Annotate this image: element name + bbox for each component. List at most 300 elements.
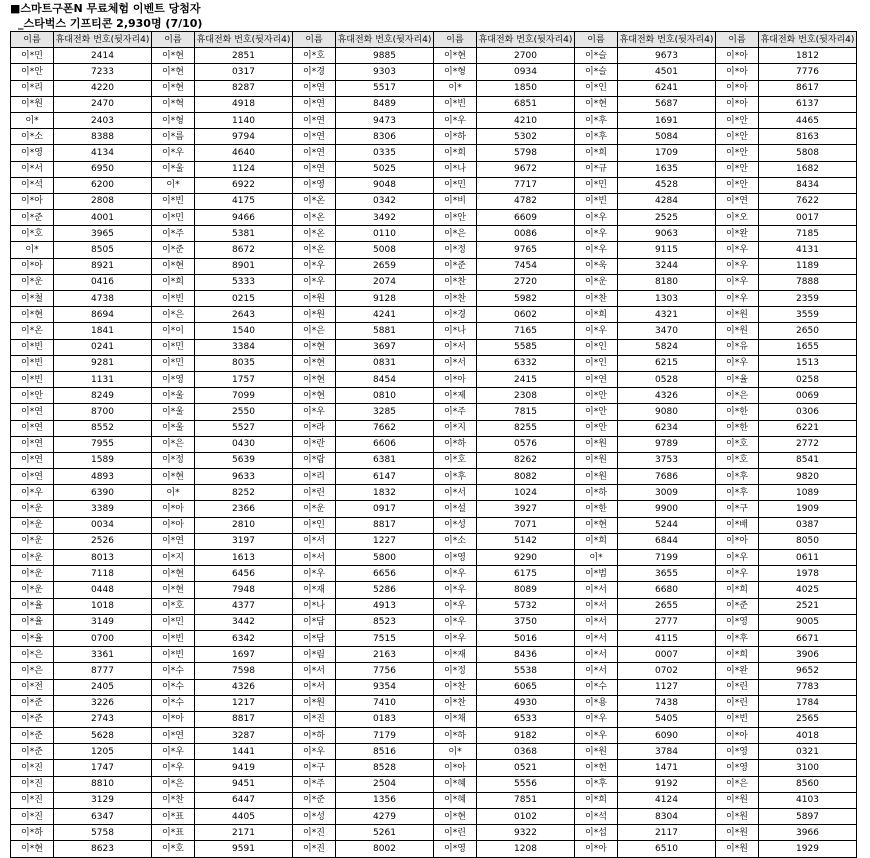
phone-cell: 3492 <box>336 210 434 226</box>
name-cell: 이*온 <box>293 242 336 258</box>
phone-cell: 0317 <box>195 64 293 80</box>
name-cell: 이*담 <box>293 630 336 646</box>
name-cell: 이*빈 <box>152 291 195 307</box>
phone-cell: 2504 <box>336 776 434 792</box>
name-cell: 이*운 <box>11 533 54 549</box>
name-cell: 이*빈 <box>11 339 54 355</box>
phone-cell: 5808 <box>759 145 857 161</box>
phone-cell: 1217 <box>195 695 293 711</box>
phone-cell: 7783 <box>759 679 857 695</box>
name-cell: 이*운 <box>11 274 54 290</box>
header-name: 이름 <box>575 32 618 48</box>
phone-cell: 3226 <box>54 695 152 711</box>
table-row <box>11 210 857 226</box>
name-cell: 이*이 <box>152 323 195 339</box>
phone-cell: 5025 <box>336 161 434 177</box>
phone-cell: 0034 <box>54 517 152 533</box>
name-cell: 이*리 <box>293 469 336 485</box>
phone-cell: 9820 <box>759 469 857 485</box>
name-cell: 이*하 <box>434 436 477 452</box>
phone-cell: 8287 <box>195 80 293 96</box>
phone-cell: 4115 <box>618 630 716 646</box>
phone-cell: 8180 <box>618 274 716 290</box>
phone-cell: 4025 <box>759 582 857 598</box>
phone-cell: 9182 <box>477 728 575 744</box>
name-cell: 이*정 <box>152 452 195 468</box>
name-cell: 이*원 <box>293 291 336 307</box>
name-cell: 이*현 <box>293 339 336 355</box>
phone-cell: 0368 <box>477 744 575 760</box>
name-cell: 이*욱 <box>575 258 618 274</box>
name-cell: 이*우 <box>575 226 618 242</box>
phone-cell: 4377 <box>195 598 293 614</box>
phone-cell: 8489 <box>336 96 434 112</box>
table-row <box>11 744 857 760</box>
phone-cell: 1124 <box>195 161 293 177</box>
phone-cell: 8082 <box>477 469 575 485</box>
name-cell: 이*호 <box>716 436 759 452</box>
header-phone: 휴대전화 번호(뒷자리4) <box>54 32 152 48</box>
name-cell: 이*제 <box>434 388 477 404</box>
phone-cell: 5244 <box>618 517 716 533</box>
phone-cell: 9652 <box>759 663 857 679</box>
phone-cell: 0241 <box>54 339 152 355</box>
phone-cell: 5881 <box>336 323 434 339</box>
name-cell: 이*희 <box>575 307 618 323</box>
phone-cell: 4124 <box>618 792 716 808</box>
phone-cell: 4321 <box>618 307 716 323</box>
table-row <box>11 469 857 485</box>
name-cell: 이*표 <box>152 809 195 825</box>
name-cell: 이*인 <box>575 355 618 371</box>
name-cell: 이*란 <box>293 436 336 452</box>
phone-cell: 3442 <box>195 614 293 630</box>
name-cell: 이*호 <box>293 48 336 64</box>
name-cell: 이*아 <box>152 501 195 517</box>
name-cell: 이*아 <box>716 533 759 549</box>
table-row <box>11 566 857 582</box>
phone-cell: 7165 <box>477 323 575 339</box>
name-cell: 이*안 <box>575 388 618 404</box>
name-cell: 이*연 <box>152 533 195 549</box>
table-row <box>11 630 857 646</box>
phone-cell: 6332 <box>477 355 575 371</box>
phone-cell: 4210 <box>477 112 575 128</box>
name-cell: 이*안 <box>575 420 618 436</box>
phone-cell: 8901 <box>195 258 293 274</box>
table-row <box>11 695 857 711</box>
name-cell: 이*호 <box>716 452 759 468</box>
name-cell: 이*빈 <box>434 96 477 112</box>
phone-cell: 3361 <box>54 647 152 663</box>
name-cell: 이*후 <box>716 485 759 501</box>
phone-cell: 1089 <box>759 485 857 501</box>
name-cell: 이*현 <box>11 841 54 857</box>
name-cell: 이*울 <box>152 404 195 420</box>
name-cell: 이*우 <box>293 258 336 274</box>
phone-cell: 4131 <box>759 242 857 258</box>
phone-cell: 2650 <box>759 323 857 339</box>
name-cell: 이*나 <box>293 598 336 614</box>
name-cell: 이*민 <box>152 339 195 355</box>
table-row <box>11 291 857 307</box>
phone-cell: 1613 <box>195 550 293 566</box>
name-cell: 이*재 <box>293 582 336 598</box>
name-cell: 이*준 <box>11 210 54 226</box>
phone-cell: 0448 <box>54 582 152 598</box>
phone-cell: 8817 <box>195 711 293 727</box>
phone-cell: 1635 <box>618 161 716 177</box>
phone-cell: 9303 <box>336 64 434 80</box>
phone-cell: 3009 <box>618 485 716 501</box>
name-cell: 이*우 <box>152 145 195 161</box>
phone-cell: 1227 <box>336 533 434 549</box>
phone-cell: 3906 <box>759 647 857 663</box>
name-cell: 이*연 <box>11 469 54 485</box>
phone-cell: 9633 <box>195 469 293 485</box>
phone-cell: 3100 <box>759 760 857 776</box>
name-cell: 이*빈 <box>11 371 54 387</box>
name-cell: 이*현 <box>152 469 195 485</box>
phone-cell: 3965 <box>54 226 152 242</box>
phone-cell: 1747 <box>54 760 152 776</box>
name-cell: 이*우 <box>575 711 618 727</box>
name-cell: 이*나 <box>434 323 477 339</box>
phone-cell: 0007 <box>618 647 716 663</box>
phone-cell: 3784 <box>618 744 716 760</box>
name-cell: 이*진 <box>11 776 54 792</box>
phone-cell: 0342 <box>336 193 434 209</box>
phone-cell: 7185 <box>759 226 857 242</box>
phone-cell: 6147 <box>336 469 434 485</box>
header-name: 이름 <box>293 32 336 48</box>
name-cell: 이*우 <box>575 728 618 744</box>
name-cell: 이* <box>11 112 54 128</box>
phone-cell: 9466 <box>195 210 293 226</box>
name-cell: 이*형 <box>152 112 195 128</box>
name-cell: 이*온 <box>293 226 336 242</box>
name-cell: 이*한 <box>716 404 759 420</box>
phone-cell: 4284 <box>618 193 716 209</box>
name-cell: 이*찬 <box>434 695 477 711</box>
phone-cell: 0831 <box>336 355 434 371</box>
phone-cell: 0069 <box>759 388 857 404</box>
name-cell: 이*아 <box>11 193 54 209</box>
name-cell: 이*섭 <box>575 825 618 841</box>
phone-cell: 7955 <box>54 436 152 452</box>
name-cell: 이*나 <box>434 161 477 177</box>
phone-cell: 8817 <box>336 517 434 533</box>
phone-cell: 4738 <box>54 291 152 307</box>
name-cell: 이*운 <box>11 501 54 517</box>
name-cell: 이*원 <box>11 96 54 112</box>
phone-cell: 6234 <box>618 420 716 436</box>
phone-cell: 6065 <box>477 679 575 695</box>
phone-cell: 4640 <box>195 145 293 161</box>
phone-cell: 2117 <box>618 825 716 841</box>
phone-cell: 5800 <box>336 550 434 566</box>
name-cell: 이*우 <box>293 274 336 290</box>
name-cell: 이*운 <box>293 501 336 517</box>
phone-cell: 8505 <box>54 242 152 258</box>
name-cell: 이*서 <box>575 663 618 679</box>
name-cell: 이*온 <box>293 193 336 209</box>
phone-cell: 5758 <box>54 825 152 841</box>
name-cell: 이*성 <box>293 809 336 825</box>
name-cell: 이*후 <box>434 469 477 485</box>
name-cell: 이*후 <box>716 469 759 485</box>
phone-cell: 7179 <box>336 728 434 744</box>
phone-cell: 8262 <box>477 452 575 468</box>
phone-cell: 9419 <box>195 760 293 776</box>
phone-cell: 8255 <box>477 420 575 436</box>
name-cell: 이*연 <box>11 436 54 452</box>
name-cell: 이*은 <box>716 388 759 404</box>
table-row <box>11 485 857 501</box>
name-cell: 이*찬 <box>434 679 477 695</box>
table-row <box>11 728 857 744</box>
name-cell: 이*후 <box>575 776 618 792</box>
table-row <box>11 825 857 841</box>
name-cell: 이*우 <box>716 550 759 566</box>
name-cell: 이*민 <box>152 614 195 630</box>
name-cell: 이*구 <box>716 501 759 517</box>
name-cell: 이*연 <box>293 96 336 112</box>
name-cell: 이*연 <box>293 80 336 96</box>
name-cell: 이*호 <box>11 226 54 242</box>
phone-cell: 7118 <box>54 566 152 582</box>
name-cell: 이*철 <box>11 291 54 307</box>
table-row <box>11 388 857 404</box>
phone-cell: 1303 <box>618 291 716 307</box>
phone-cell: 3559 <box>759 307 857 323</box>
name-cell: 이*연 <box>293 145 336 161</box>
table-row <box>11 161 857 177</box>
phone-cell: 2720 <box>477 274 575 290</box>
name-cell: 이*은 <box>152 436 195 452</box>
name-cell: 이*은 <box>152 307 195 323</box>
table-row <box>11 679 857 695</box>
name-cell: 이*하 <box>11 825 54 841</box>
name-cell: 이*아 <box>152 517 195 533</box>
phone-cell: 2405 <box>54 679 152 695</box>
name-cell: 이*은 <box>293 323 336 339</box>
phone-cell: 4930 <box>477 695 575 711</box>
phone-cell: 3129 <box>54 792 152 808</box>
phone-cell: 7948 <box>195 582 293 598</box>
name-cell: 이*서 <box>293 533 336 549</box>
phone-cell: 9115 <box>618 242 716 258</box>
phone-cell: 7851 <box>477 792 575 808</box>
name-cell: 이*서 <box>575 647 618 663</box>
phone-cell: 3966 <box>759 825 857 841</box>
phone-cell: 7622 <box>759 193 857 209</box>
name-cell: 이*구 <box>293 760 336 776</box>
name-cell: 이*호 <box>152 598 195 614</box>
name-cell: 이*은 <box>11 647 54 663</box>
phone-cell: 7662 <box>336 420 434 436</box>
name-cell: 이*슬 <box>575 48 618 64</box>
phone-cell: 7815 <box>477 404 575 420</box>
table-row <box>11 501 857 517</box>
phone-cell: 0321 <box>759 744 857 760</box>
name-cell: 이*서 <box>293 679 336 695</box>
name-cell: 이*연 <box>293 112 336 128</box>
phone-cell: 9885 <box>336 48 434 64</box>
phone-cell: 3389 <box>54 501 152 517</box>
phone-cell: 8523 <box>336 614 434 630</box>
phone-cell: 4918 <box>195 96 293 112</box>
name-cell: 이*온 <box>11 323 54 339</box>
name-cell: 이*진 <box>11 809 54 825</box>
table-row <box>11 145 857 161</box>
phone-cell: 2074 <box>336 274 434 290</box>
phone-cell: 0306 <box>759 404 857 420</box>
phone-cell: 4913 <box>336 598 434 614</box>
name-cell: 이*현 <box>293 371 336 387</box>
name-cell: 이*민 <box>434 177 477 193</box>
phone-cell: 0602 <box>477 307 575 323</box>
table-row <box>11 663 857 679</box>
phone-cell: 1841 <box>54 323 152 339</box>
name-cell: 이*주 <box>152 226 195 242</box>
phone-cell: 5538 <box>477 663 575 679</box>
name-cell: 이*영 <box>716 744 759 760</box>
phone-cell: 8002 <box>336 841 434 857</box>
phone-cell: 9080 <box>618 404 716 420</box>
name-cell: 이*민 <box>152 210 195 226</box>
phone-cell: 1929 <box>759 841 857 857</box>
phone-cell: 5142 <box>477 533 575 549</box>
name-cell: 이*서 <box>434 355 477 371</box>
name-cell: 이*한 <box>575 501 618 517</box>
name-cell: 이*림 <box>293 647 336 663</box>
phone-cell: 0934 <box>477 64 575 80</box>
name-cell: 이*연 <box>11 452 54 468</box>
name-cell: 이*원 <box>575 469 618 485</box>
table-row <box>11 258 857 274</box>
phone-cell: 1208 <box>477 841 575 857</box>
name-cell: 이*우 <box>575 323 618 339</box>
name-cell: 이*주 <box>293 776 336 792</box>
phone-cell: 4326 <box>618 388 716 404</box>
name-cell: 이*서 <box>434 339 477 355</box>
name-cell: 이*울 <box>152 420 195 436</box>
phone-cell: 6671 <box>759 630 857 646</box>
header-name: 이름 <box>716 32 759 48</box>
phone-cell: 1589 <box>54 452 152 468</box>
phone-cell: 7099 <box>195 388 293 404</box>
name-cell: 이*전 <box>11 679 54 695</box>
phone-cell: 6844 <box>618 533 716 549</box>
table-row <box>11 404 857 420</box>
name-cell: 이*희 <box>575 792 618 808</box>
phone-cell: 2851 <box>195 48 293 64</box>
phone-cell: 1127 <box>618 679 716 695</box>
phone-cell: 6606 <box>336 436 434 452</box>
phone-cell: 0430 <box>195 436 293 452</box>
name-cell: 이*경 <box>434 307 477 323</box>
name-cell: 이*지 <box>152 550 195 566</box>
phone-cell: 8516 <box>336 744 434 760</box>
name-cell: 이*수 <box>152 695 195 711</box>
header-name: 이름 <box>152 32 195 48</box>
phone-cell: 7598 <box>195 663 293 679</box>
phone-cell: 2308 <box>477 388 575 404</box>
name-cell: 이*수 <box>575 679 618 695</box>
name-cell: 이*율 <box>11 614 54 630</box>
phone-cell: 6950 <box>54 161 152 177</box>
name-cell: 이*표 <box>152 825 195 841</box>
name-cell: 이*현 <box>152 80 195 96</box>
phone-cell: 0528 <box>618 371 716 387</box>
name-cell: 이*우 <box>434 614 477 630</box>
name-cell: 이*설 <box>434 501 477 517</box>
name-cell: 이*하 <box>434 728 477 744</box>
winners-table <box>10 31 857 858</box>
name-cell: 이*안 <box>11 388 54 404</box>
name-cell: 이*준 <box>11 695 54 711</box>
phone-cell: 9281 <box>54 355 152 371</box>
phone-cell: 2470 <box>54 96 152 112</box>
phone-cell: 0576 <box>477 436 575 452</box>
phone-cell: 0017 <box>759 210 857 226</box>
phone-cell: 3285 <box>336 404 434 420</box>
phone-cell: 8249 <box>54 388 152 404</box>
phone-cell: 7686 <box>618 469 716 485</box>
name-cell: 이*후 <box>716 630 759 646</box>
name-cell: 이*호 <box>434 452 477 468</box>
phone-cell: 5333 <box>195 274 293 290</box>
table-row <box>11 48 857 64</box>
table-row <box>11 339 857 355</box>
name-cell: 이* <box>434 80 477 96</box>
phone-cell: 1757 <box>195 371 293 387</box>
phone-cell: 5982 <box>477 291 575 307</box>
phone-cell: 6456 <box>195 566 293 582</box>
phone-cell: 6241 <box>618 80 716 96</box>
name-cell: 이*안 <box>716 129 759 145</box>
phone-cell: 6347 <box>54 809 152 825</box>
page-subtitle: _스타벅스 기프티콘 2,930명 (7/10) <box>18 17 203 30</box>
phone-cell: 5798 <box>477 145 575 161</box>
table-row <box>11 64 857 80</box>
name-cell: 이*혜 <box>434 792 477 808</box>
name-cell: 이*우 <box>575 242 618 258</box>
phone-cell: 2777 <box>618 614 716 630</box>
name-cell: 이*우 <box>434 566 477 582</box>
name-cell: 이*우 <box>716 274 759 290</box>
phone-cell: 0416 <box>54 274 152 290</box>
name-cell: 이*원 <box>293 307 336 323</box>
name-cell: 이*우 <box>716 291 759 307</box>
phone-cell: 0611 <box>759 550 857 566</box>
phone-cell: 5302 <box>477 129 575 145</box>
name-cell: 이*규 <box>575 161 618 177</box>
phone-cell: 2659 <box>336 258 434 274</box>
name-cell: 이*원 <box>716 841 759 857</box>
table-row <box>11 760 857 776</box>
name-cell: 이*진 <box>293 711 336 727</box>
phone-cell: 1697 <box>195 647 293 663</box>
phone-cell: 7776 <box>759 64 857 80</box>
name-cell: 이*민 <box>152 355 195 371</box>
phone-cell: 7199 <box>618 550 716 566</box>
name-cell: 이*우 <box>293 744 336 760</box>
name-cell: 이*연 <box>575 371 618 387</box>
phone-cell: 2525 <box>618 210 716 226</box>
name-cell: 이*안 <box>434 210 477 226</box>
